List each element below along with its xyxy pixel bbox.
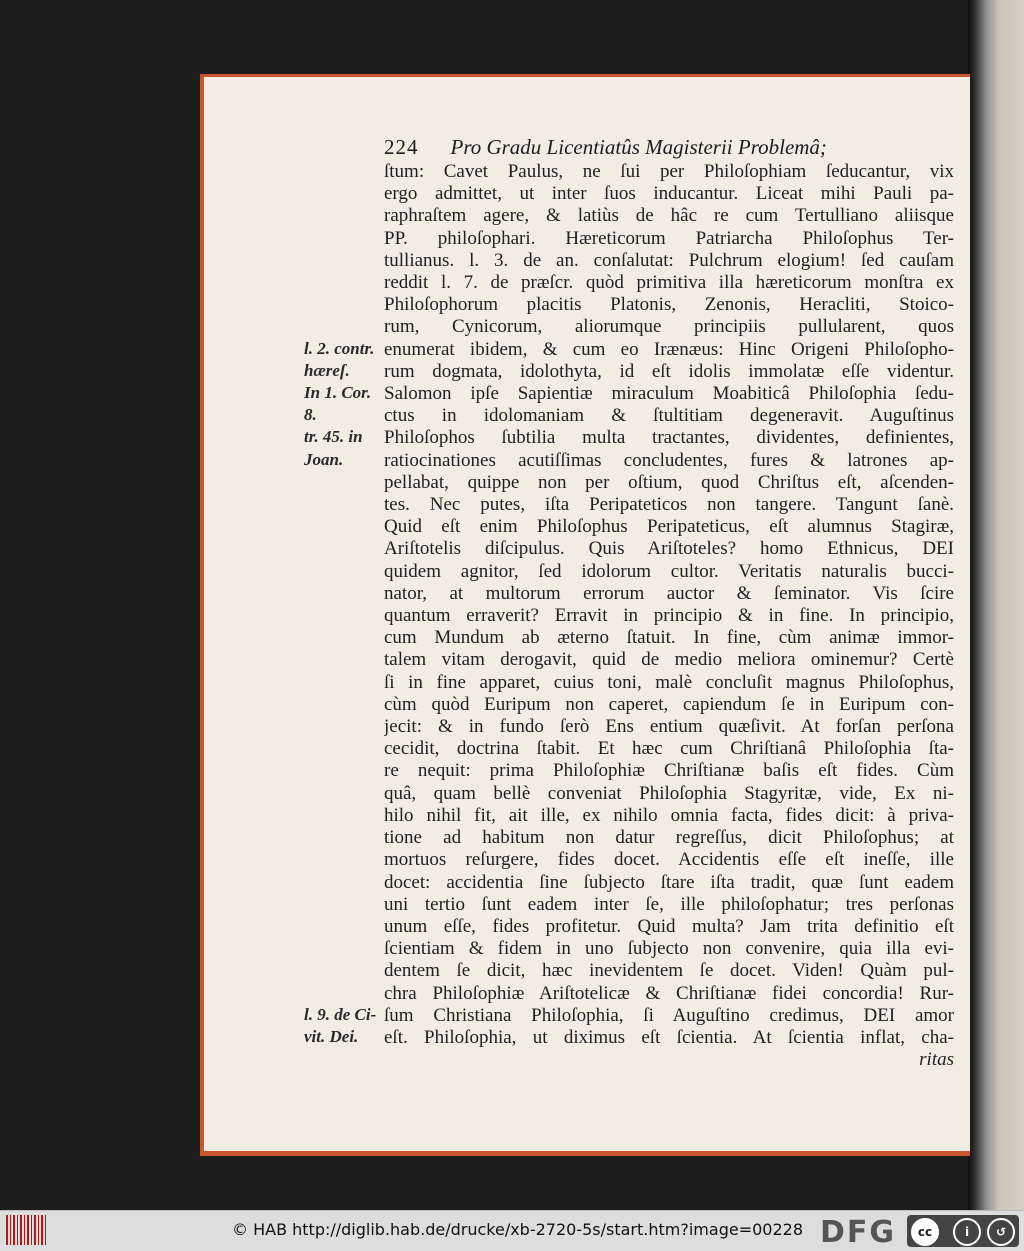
- running-header: [384, 135, 827, 160]
- text-line: ſtum: Cavet Paulus, ne ſui per Philoſophiam ſeducantur, vix: [384, 161, 954, 182]
- barcode-logo: [6, 1215, 48, 1245]
- text-line: ratiocinationes acutiſſimas concludentes, fures & latrones ap-: [384, 449, 954, 471]
- text-line: re nequit: prima Philoſophiæ Chriſtianæ baſis eſt fides. Cùm: [384, 760, 954, 782]
- text-line: enumerat ibidem, & cum eo Irænæus: Hinc Origeni Philoſopho-: [384, 338, 954, 360]
- cc-icon: cc: [911, 1218, 939, 1246]
- running-title: Pro Gradu Licentiatûs Magisterii Problemâ;: [450, 135, 827, 159]
- sa-icon: ↺: [987, 1218, 1015, 1246]
- text-line: ſcientiam & fidem in uno ſubjecto non convenire, quia illa evi-: [384, 938, 954, 960]
- copyright-link[interactable]: © HAB http://diglib.hab.de/drucke/xb-2720-5s/start.htm?image=00228: [232, 1220, 803, 1239]
- text-line: unum eſſe, fides profitetur. Quid multa? Jam trita definitio eſt: [384, 915, 954, 937]
- text-line: tione ad habitum non datur regreſſus, dicit Philoſophus; at: [384, 827, 954, 849]
- text-line: ergo admittet, ut inter ſuos inducantur. Liceat mihi Pauli pa-: [384, 183, 954, 205]
- text-line: tes. Nec putes, iſta Peripateticos non tangere. Tangunt ſanè.: [384, 494, 954, 516]
- text-line: Quid eſt enim Philoſophus Peripateticus, eſt alumnus Stagiræ,: [384, 516, 954, 538]
- marginal-note: In 1. Cor.: [304, 383, 372, 402]
- marginal-note: l. 9. de Ci-: [304, 1004, 377, 1024]
- text-line: reddit l. 7. de præſcr. quòd primitiva illa hæreticorum monſtra ex: [384, 272, 954, 294]
- text-line: Salomon ipſe Sapientiæ miraculum Moabiticâ Philoſophia ſedu-: [384, 383, 954, 405]
- book-page: [200, 74, 970, 1156]
- text-line: jecit: & in fundo ſerò Ens entium quæſivit. At forſan perſona: [384, 716, 954, 738]
- text-line: chra Philoſophiæ Ariſtotelicæ & Chriſtianæ fidei concordia! Rur-: [384, 982, 954, 1004]
- text-line: talem vitam derogavit, quid de medio meliora ominemur? Certè: [384, 649, 954, 671]
- dfg-logo: DFG: [820, 1215, 897, 1250]
- text-line: cùm quòd Euripum non caperet, capiendum ſe in Euripum con-: [384, 693, 954, 715]
- text-line: uni tertio ſunt eadem inter ſe, ille philoſophatur; tres perſonas: [384, 893, 954, 915]
- marginal-note: Joan.: [304, 449, 344, 469]
- page-number: 224: [384, 135, 419, 159]
- text-line: Philoſophorum placitis Platonis, Zenonis, Heracliti, Stoico-: [384, 294, 954, 316]
- text-line: nator, at multorum errorum auctor & ſeminator. Vis ſcire: [384, 582, 954, 604]
- by-icon: i: [953, 1218, 981, 1246]
- text-line: PP. philoſophari. Hæreticorum Patriarcha Philoſophus Ter-: [384, 227, 954, 249]
- marginal-note: vit. Dei.: [304, 1026, 359, 1046]
- text-line: cum Mundum ab æterno ſtatuit. In fine, cùm animæ immor-: [384, 627, 954, 649]
- marginal-note: tr. 45. in: [304, 427, 363, 447]
- text-line: tullianus. l. 3. de an. conſalutat: Pulchrum elogium! ſed cauſam: [384, 249, 954, 271]
- text-line: ctus in idolomaniam & ſtultitiam degeneravit. Auguſtinus: [384, 405, 954, 427]
- marginal-note: l. 2. contr.: [304, 338, 375, 358]
- text-line: raphraſtem agere, & latiùs de hâc re cum Tertulliano aliisque: [384, 205, 954, 227]
- text-line: Ariſtotelis diſcipulus. Quis Ariſtoteles? homo Ethnicus, DEI: [384, 538, 954, 560]
- text-line: pellabat, quippe non per oſtium, quod Chriſtus eſt, aſcenden-: [384, 471, 954, 493]
- text-line: hilo nihil fit, ait ille, ex nihilo omnia facta, fides dicit: à priva-: [384, 804, 954, 826]
- text-line: cecidit, doctrina ſtabit. Et hæc cum Chriſtianâ Philoſophia ſta-: [384, 738, 954, 760]
- viewer-footer: [0, 1210, 1024, 1251]
- catchword: ritas: [919, 1049, 954, 1071]
- text-line: ſi in fine apparet, cuius toni, malè concluſit magnus Philoſophus,: [384, 671, 954, 693]
- body-text: [384, 161, 954, 1071]
- text-line: ſum Christiana Philoſophia, ſi Auguſtino credimus, DEI amor: [384, 1004, 954, 1026]
- marginal-note: hæreſ.: [304, 360, 350, 380]
- adjacent-page-edge: [968, 0, 1024, 1210]
- text-line: quâ, quam bellè conveniat Philoſophia Stagyritæ, vide, Ex ni-: [384, 782, 954, 804]
- text-line: quantum erraverit? Erravit in principio & in fine. In principio,: [384, 605, 954, 627]
- text-line: eſt. Philoſophia, ut diximus eſt ſcientia. At ſcientia inflat, cha-: [384, 1026, 954, 1048]
- text-line: quidem agnitor, ſed idolorum cultor. Veritatis naturalis bucci-: [384, 560, 954, 582]
- text-line: rum dogmata, idolothyta, id eſt idolis immolatæ eſſe videntur.: [384, 360, 954, 382]
- text-line: docet: accidentia ſine ſubjecto ſtare iſta tradit, quæ ſunt eadem: [384, 871, 954, 893]
- cc-license-badge[interactable]: [907, 1215, 1019, 1247]
- text-line: dentem ſe dicit, hæc inevidentem ſe docet. Viden! Quàm pul-: [384, 960, 954, 982]
- text-line: rum, Cynicorum, aliorumque principiis pullularent, quos: [384, 316, 954, 338]
- text-line: mortuos reſurgere, fides docet. Accidentis eſſe eſt ineſſe, ille: [384, 849, 954, 871]
- text-line: Philoſophos ſubtilia multa tractantes, dividentes, definientes,: [384, 427, 954, 449]
- marginal-note: 8.: [304, 405, 317, 425]
